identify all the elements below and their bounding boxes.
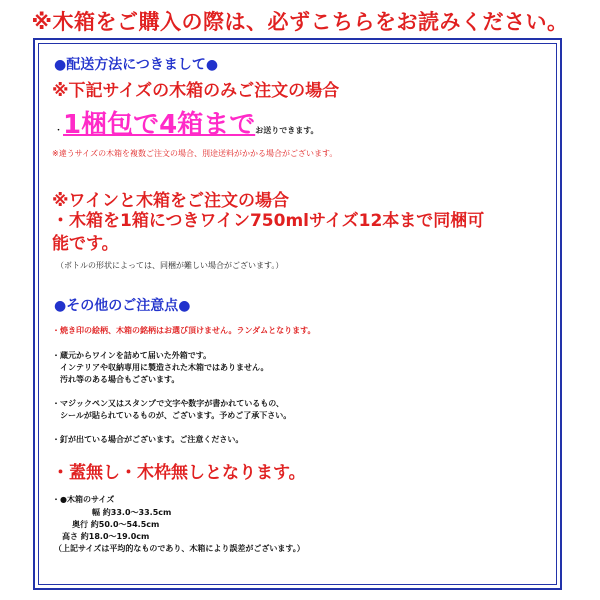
size-heading: ・●木箱のサイズ [52,495,115,504]
size-depth: 奥行 約50.0～54.5cm [72,520,160,529]
size-height: 高さ 約18.0～19.0cm [62,532,150,541]
other-item-marker-1: ・マジックペン又はスタンプで文字や数字が書かれているもの、 [52,399,284,408]
bullet: ・ [54,126,64,136]
other-item-random: ・焼き印の絵柄、木箱の銘柄はお選び頂けません。ランダムとなります。 [52,326,316,335]
wine-line1: ・木箱を1箱につきワイン750mlサイズ12本まで同梱可 [52,211,485,231]
page-title: ※木箱をご購入の際は、必ずこちらをお読みください。 [31,10,569,34]
wine-line2: 能です。 [52,234,119,254]
wine-heading: ※ワインと木箱をご注文の場合 [52,191,290,211]
other-item-outer-box-2: インテリアや収納専用に製造された木箱ではありません。 [52,363,269,372]
size-width: 幅 約33.0～33.5cm [92,508,172,517]
other-item-outer-box-1: ・蔵元からワインを詰めて届いた外箱です。 [52,351,212,360]
other-heading: ●その他のご注意点● [54,298,191,314]
size-note: （上記サイズは平均的なものであり、木箱により誤差がございます。） [54,544,305,553]
other-item-nails: ・釘が出ている場合がございます。ご注意ください。 [52,435,244,444]
lid-note: ・蓋無し・木枠無しとなります。 [52,463,306,483]
shipping-big-label: 1梱包で4箱まで [63,110,256,140]
shipping-big-suffix: お送りできます。 [255,126,319,135]
other-item-marker-2: シールが貼られているものが、ございます。予めご了承下さい。 [52,411,292,420]
wine-note: （ボトルの形状によっては、同梱が難しい場合がございます。） [56,261,284,270]
shipping-heading: ●配送方法につきまして● [54,57,219,73]
shipping-subheading: ※下記サイズの木箱のみご注文の場合 [52,81,340,101]
shipping-line [54,104,319,141]
shipping-note: ※違うサイズの木箱を複数ご注文の場合、別途送料がかかる場合がございます。 [52,149,338,158]
other-item-outer-box-3: 汚れ等のある場合もございます。 [52,375,180,384]
